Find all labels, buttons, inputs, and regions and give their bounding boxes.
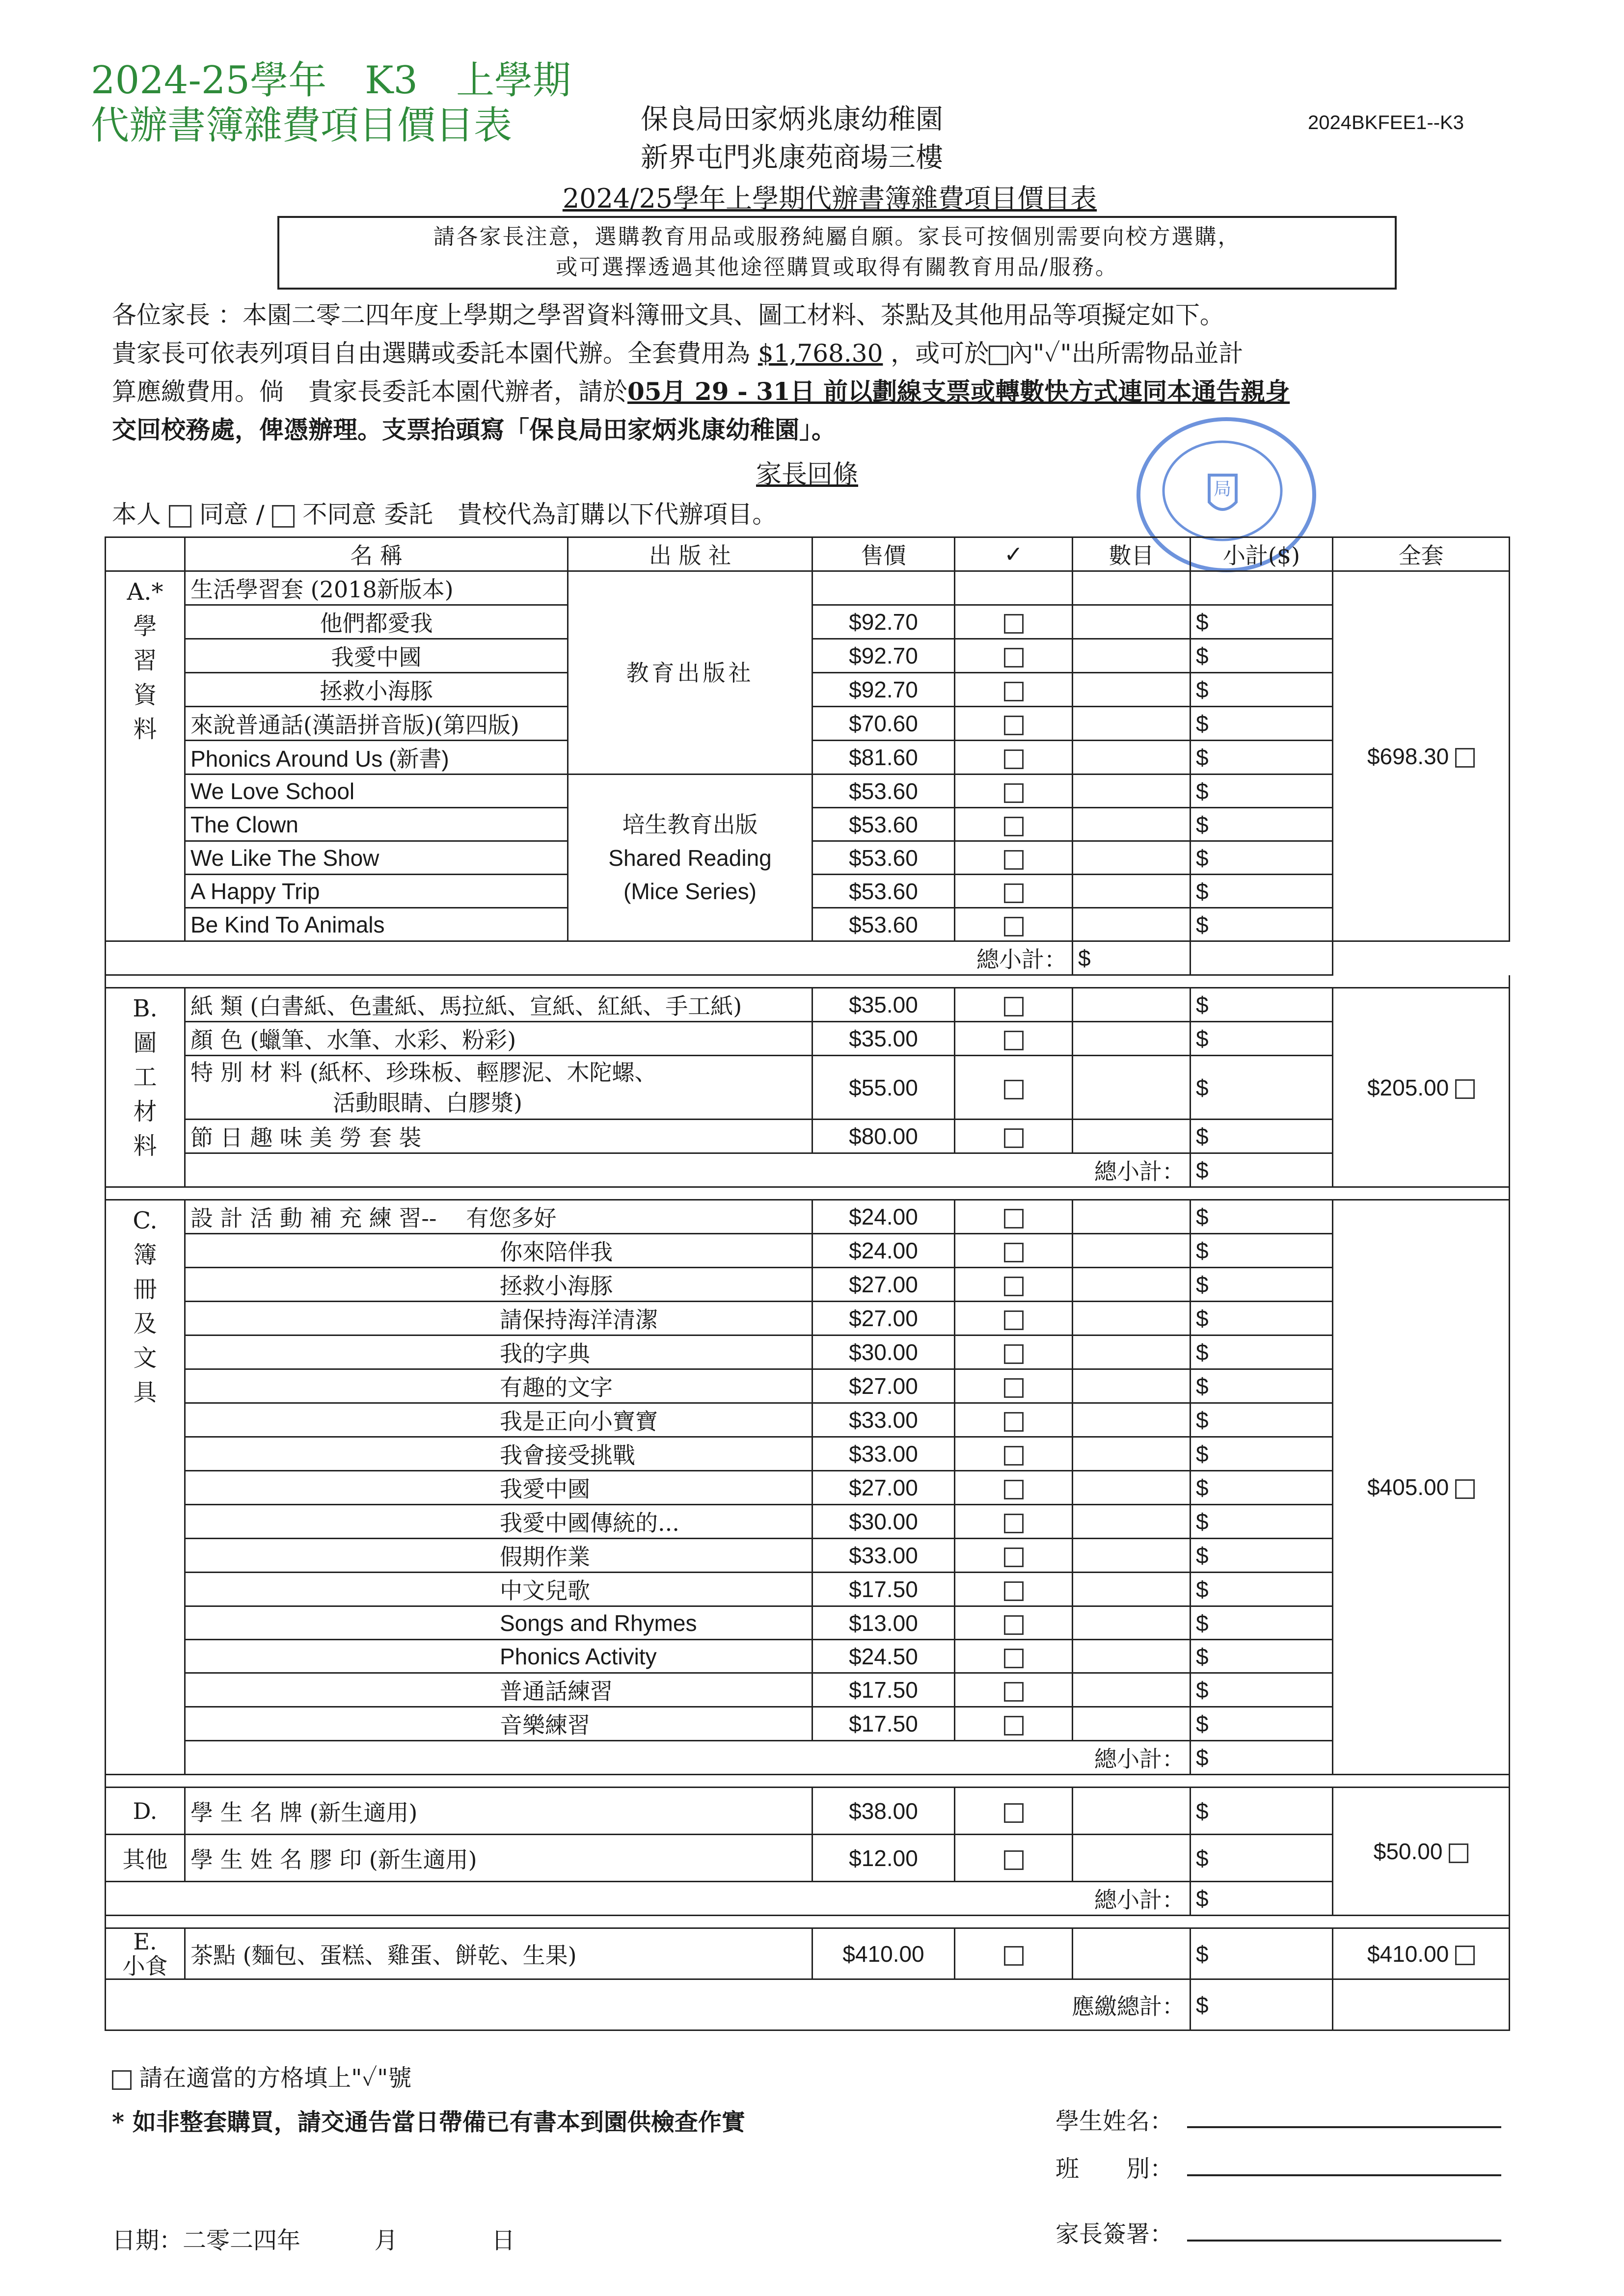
item-name: 學 生 名 牌 (新生適用) xyxy=(185,1788,812,1835)
subtotal-cell: $ xyxy=(1191,1471,1333,1505)
section-d-full-price: $50.00 xyxy=(1373,1839,1443,1864)
subtotal-cell: $ xyxy=(1191,605,1333,639)
subtotal-label: 總小計： xyxy=(106,1882,1191,1916)
subtotal-label: 總小計： xyxy=(185,1153,1191,1187)
item-checkbox[interactable] xyxy=(1004,1446,1024,1466)
item-name: 我愛中國 xyxy=(185,639,568,673)
section-d-subtotal: $ xyxy=(1191,1882,1333,1916)
item-price: $92.70 xyxy=(812,639,955,673)
intro-line2a: 貴家長可依表列項目自由選購或委託本園代辦。全套費用為 xyxy=(112,339,758,368)
table-row xyxy=(106,1471,1510,1505)
item-name: 紙 類 (白書紙、色畫紙、馬拉紙、宣紙、紅紙、手工紙) xyxy=(185,988,812,1022)
section-e-label-top: E. xyxy=(133,1928,157,1955)
subtotal-cell: $ xyxy=(1191,1788,1333,1835)
quantity-cell[interactable] xyxy=(1073,605,1191,639)
table-header-row xyxy=(106,537,1510,571)
item-price: $53.60 xyxy=(812,808,955,841)
item-checkbox[interactable] xyxy=(1004,1031,1024,1050)
section-d-full-set xyxy=(1333,1788,1510,1916)
page-title-line1: 2024-25學年 K3 上學期 xyxy=(91,58,571,103)
item-price: $35.00 xyxy=(812,1022,955,1056)
quantity-cell[interactable] xyxy=(1073,808,1191,841)
item-price: $27.00 xyxy=(812,1369,955,1403)
table-row xyxy=(106,1835,1510,1882)
section-e-full-price: $410.00 xyxy=(1367,1941,1449,1967)
subtotal-cell: $ xyxy=(1191,808,1333,841)
subtotal-cell: $ xyxy=(1191,1200,1333,1234)
item-price: $410.00 xyxy=(812,1928,955,1979)
quantity-cell[interactable] xyxy=(1073,1788,1191,1835)
quantity-cell[interactable] xyxy=(1073,707,1191,741)
item-name: 我愛中國 xyxy=(185,1471,812,1505)
intro-paragraph xyxy=(112,296,1526,449)
item-checkbox[interactable] xyxy=(1004,1682,1024,1702)
subtotal-cell: $ xyxy=(1191,1707,1333,1741)
item-price: $92.70 xyxy=(812,673,955,707)
quantity-cell[interactable] xyxy=(1073,1673,1191,1707)
item-checkbox[interactable] xyxy=(1004,817,1024,836)
item-name: 拯救小海豚 xyxy=(185,1268,812,1302)
parent-sign-label: 家長簽署： xyxy=(1056,2220,1174,2248)
table-row xyxy=(106,774,1510,808)
subtotal-cell: $ xyxy=(1191,841,1333,875)
section-a-full-set xyxy=(1333,571,1510,941)
school-address: 新界屯門兆康苑商場三樓 xyxy=(641,142,943,174)
subtotal-row xyxy=(106,1153,1510,1187)
item-price: $33.00 xyxy=(812,1437,955,1471)
section-b-full-checkbox[interactable] xyxy=(1455,1079,1475,1099)
publisher-1: 教育出版社 xyxy=(568,571,812,774)
quantity-cell[interactable] xyxy=(1073,774,1191,808)
subtotal-cell: $ xyxy=(1191,639,1333,673)
table-row xyxy=(106,1573,1510,1606)
section-a-label: A.* 學 習 資 料 xyxy=(106,571,185,941)
item-title: 有您多好 xyxy=(466,1205,557,1231)
quantity-cell[interactable] xyxy=(1073,1707,1191,1741)
subtotal-cell: $ xyxy=(1191,1539,1333,1573)
subtotal-row xyxy=(106,941,1510,975)
table-row xyxy=(106,1369,1510,1403)
quantity-cell[interactable] xyxy=(1073,875,1191,908)
quantity-cell[interactable] xyxy=(1073,1234,1191,1268)
table-row xyxy=(106,1022,1510,1056)
item-checkbox[interactable] xyxy=(1004,1080,1024,1099)
quantity-cell[interactable] xyxy=(1073,673,1191,707)
subtotal-row xyxy=(106,1741,1510,1775)
form-title: 2024/25學年上學期代辦書簿雜費項目價目表 xyxy=(562,183,1097,214)
item-checkbox[interactable] xyxy=(1004,850,1024,870)
table-row xyxy=(106,1403,1510,1437)
item-price: $53.60 xyxy=(812,875,955,908)
item-name: A Happy Trip xyxy=(185,875,568,908)
table-row xyxy=(106,1539,1510,1573)
disagree-checkbox[interactable] xyxy=(272,505,295,528)
section-c-subtotal: $ xyxy=(1191,1741,1333,1775)
item-price: $55.00 xyxy=(812,1056,955,1120)
section-a-group-title: 生活學習套 (2018新版本) xyxy=(185,571,568,605)
section-c-full-checkbox[interactable] xyxy=(1455,1479,1475,1499)
table-row xyxy=(106,571,1510,605)
item-price: $33.00 xyxy=(812,1403,955,1437)
table-row xyxy=(106,1200,1510,1234)
item-name xyxy=(185,1056,812,1120)
item-price: $33.00 xyxy=(812,1539,955,1573)
table-row xyxy=(106,1234,1510,1268)
header-price: 售價 xyxy=(812,537,955,571)
quantity-cell[interactable] xyxy=(1073,1573,1191,1606)
quantity-cell[interactable] xyxy=(1073,1835,1191,1882)
item-checkbox[interactable] xyxy=(1004,614,1024,634)
subtotal-cell: $ xyxy=(1191,1640,1333,1673)
subtotal-cell: $ xyxy=(1191,908,1333,941)
item-price: $24.00 xyxy=(812,1200,955,1234)
fee-table xyxy=(105,536,1510,2031)
table-row xyxy=(106,1437,1510,1471)
item-price: $30.00 xyxy=(812,1335,955,1369)
item-checkbox[interactable] xyxy=(1004,1344,1024,1364)
subtotal-cell: $ xyxy=(1191,1302,1333,1335)
agree-label: 同意 / xyxy=(199,500,265,529)
item-checkbox[interactable] xyxy=(1004,1548,1024,1567)
date-line xyxy=(112,2221,515,2255)
quantity-cell[interactable] xyxy=(1073,1539,1191,1573)
svg-text:局: 局 xyxy=(1213,479,1232,499)
table-row xyxy=(106,1302,1510,1335)
quantity-cell[interactable] xyxy=(1073,1268,1191,1302)
quantity-cell[interactable] xyxy=(1073,1369,1191,1403)
item-price: $35.00 xyxy=(812,988,955,1022)
item-checkbox[interactable] xyxy=(1004,997,1024,1016)
subtotal-cell: $ xyxy=(1191,1234,1333,1268)
item-price: $81.60 xyxy=(812,741,955,774)
deadline-text: 05月 29 - 31日 前以劃線支票或轉數快方式連同本通告親身 xyxy=(627,377,1290,406)
section-b-subtotal: $ xyxy=(1191,1153,1333,1187)
item-checkbox[interactable] xyxy=(1004,1277,1024,1296)
subtotal-cell: $ xyxy=(1191,1573,1333,1606)
item-checkbox[interactable] xyxy=(1004,1615,1024,1635)
school-name: 保良局田家炳兆康幼稚園 xyxy=(641,104,943,135)
quantity-cell[interactable] xyxy=(1073,639,1191,673)
notice-line1: 請各家長注意，選購教育用品或服務純屬自願。家長可按個別需要向校方選購， xyxy=(433,224,1241,249)
item-name: We Love School xyxy=(185,774,568,808)
item-name: 他們都愛我 xyxy=(185,605,568,639)
subtotal-cell: $ xyxy=(1191,1835,1333,1882)
quantity-cell[interactable] xyxy=(1073,1437,1191,1471)
item-price: $53.60 xyxy=(812,841,955,875)
quantity-cell[interactable] xyxy=(1073,1200,1191,1234)
consent-prefix: 本人 xyxy=(112,500,161,529)
grand-total-row xyxy=(106,1979,1510,2030)
table-row xyxy=(106,1056,1510,1120)
quantity-cell[interactable] xyxy=(1073,741,1191,774)
item-name: 節 日 趣 味 美 勞 套 裝 xyxy=(185,1120,812,1153)
item-name: Songs and Rhymes xyxy=(185,1606,812,1640)
item-price: $38.00 xyxy=(812,1788,955,1835)
table-row xyxy=(106,1335,1510,1369)
item-price: $53.60 xyxy=(812,908,955,941)
quantity-cell[interactable] xyxy=(1073,1403,1191,1437)
subtotal-cell: $ xyxy=(1191,1403,1333,1437)
item-name: We Like The Show xyxy=(185,841,568,875)
subtotal-row xyxy=(106,1882,1510,1916)
subtotal-cell: $ xyxy=(1191,1928,1333,1979)
parent-sign-field[interactable] xyxy=(1187,2240,1501,2242)
subtotal-cell: $ xyxy=(1191,1505,1333,1539)
subtotal-cell: $ xyxy=(1191,1369,1333,1403)
section-c-full-set xyxy=(1333,1200,1510,1775)
subtotal-cell: $ xyxy=(1191,1056,1333,1120)
item-prefix: 設 計 活 動 補 充 練 習-- xyxy=(190,1205,437,1231)
item-name: Be Kind To Animals xyxy=(185,908,568,941)
item-name: 有趣的文字 xyxy=(185,1369,812,1403)
item-checkbox[interactable] xyxy=(1004,1128,1024,1148)
section-e-label-bottom: 小食 xyxy=(122,1952,168,1979)
quantity-cell[interactable] xyxy=(1073,1056,1191,1120)
item-checkbox[interactable] xyxy=(1004,1209,1024,1228)
item-price: $27.00 xyxy=(812,1471,955,1505)
subtotal-cell: $ xyxy=(1191,1606,1333,1640)
item-name: 我是正向小寶寶 xyxy=(185,1403,812,1437)
student-name-label: 學生姓名： xyxy=(1056,2108,1174,2135)
item-name: 中文兒歌 xyxy=(185,1573,812,1606)
item-checkbox[interactable] xyxy=(1004,749,1024,769)
notice-line2: 或可選擇透過其他途徑購買或取得有關教育用品/服務。 xyxy=(556,255,1118,280)
item-checkbox[interactable] xyxy=(1004,648,1024,667)
item-price: $13.00 xyxy=(812,1606,955,1640)
quantity-cell[interactable] xyxy=(1073,1302,1191,1335)
item-checkbox[interactable] xyxy=(1004,1310,1024,1330)
item-checkbox[interactable] xyxy=(1004,682,1024,701)
item-name: 請保持海洋清潔 xyxy=(185,1302,812,1335)
item-checkbox[interactable] xyxy=(1004,716,1024,735)
subtotal-cell: $ xyxy=(1191,741,1333,774)
item-checkbox[interactable] xyxy=(1004,1243,1024,1262)
disagree-label: 不同意 xyxy=(302,500,377,529)
item-checkbox[interactable] xyxy=(1004,1581,1024,1601)
item-name: 學 生 姓 名 膠 印 (新生適用) xyxy=(185,1835,812,1882)
subtotal-cell: $ xyxy=(1191,1268,1333,1302)
quantity-cell[interactable] xyxy=(1073,1606,1191,1640)
item-name: 普通話練習 xyxy=(185,1673,812,1707)
item-price: $17.50 xyxy=(812,1707,955,1741)
subtotal-cell: $ xyxy=(1191,774,1333,808)
quantity-cell[interactable] xyxy=(1073,1471,1191,1505)
item-price: $24.00 xyxy=(812,1234,955,1268)
intro-line1: 各位家長 ：本園二零二四年度上學期之學習資料簿冊文具、圖工材料、茶點及其他用品等項擬定如下。 xyxy=(112,301,1224,329)
intro-line4: 交回校務處，俾憑辦理。支票抬頭寫「保良局田家炳兆康幼稚園」。 xyxy=(112,415,836,444)
subtotal-cell: $ xyxy=(1191,1120,1333,1153)
notice-box xyxy=(277,216,1397,290)
item-checkbox[interactable] xyxy=(1004,1412,1024,1432)
grand-total-label: 應繳總計： xyxy=(106,1979,1191,2030)
item-price: $12.00 xyxy=(812,1835,955,1882)
item-price: $53.60 xyxy=(812,774,955,808)
quantity-cell[interactable] xyxy=(1073,908,1191,941)
total-amount: $1,768.30 xyxy=(758,339,883,368)
item-price: $17.50 xyxy=(812,1673,955,1707)
item-name: 音樂練習 xyxy=(185,1707,812,1741)
item-price: $24.50 xyxy=(812,1640,955,1673)
section-a-full-price: $698.30 xyxy=(1367,743,1449,769)
section-b-full-set xyxy=(1333,988,1510,1187)
item-checkbox[interactable] xyxy=(1004,1850,1024,1870)
tick-note-text: 請在適當的方格填上"✓"號 xyxy=(139,2064,412,2092)
class-label: 班 別： xyxy=(1056,2155,1174,2183)
item-checkbox[interactable] xyxy=(1004,1480,1024,1499)
quantity-cell[interactable] xyxy=(1073,1505,1191,1539)
item-name: 來說普通話(漢語拼音版)(第四版) xyxy=(185,707,568,741)
item-checkbox[interactable] xyxy=(1004,1946,1024,1966)
header-subtotal: 小計($) xyxy=(1191,537,1333,571)
table-row xyxy=(106,1928,1510,1979)
student-name-field[interactable] xyxy=(1187,2126,1501,2128)
item-price: $30.00 xyxy=(812,1505,955,1539)
table-row xyxy=(106,1505,1510,1539)
quantity-cell[interactable] xyxy=(1073,1120,1191,1153)
quantity-cell[interactable] xyxy=(1073,1335,1191,1369)
section-d-label-top: D. xyxy=(106,1788,185,1835)
item-price: $80.00 xyxy=(812,1120,955,1153)
table-row xyxy=(106,1673,1510,1707)
table-row xyxy=(106,1788,1510,1835)
item-price: $70.60 xyxy=(812,707,955,741)
subtotal-cell: $ xyxy=(1191,1335,1333,1369)
month-label: 月 xyxy=(374,2227,398,2254)
table-row xyxy=(106,1640,1510,1673)
subtotal-cell: $ xyxy=(1191,673,1333,707)
item-checkbox[interactable] xyxy=(1004,1803,1024,1823)
item-name-line1: 特 別 材 料 (紙杯、珍珠板、輕膠泥、木陀螺、 xyxy=(190,1059,657,1086)
intro-line2b: ，或可於 xyxy=(883,339,989,368)
agree-checkbox[interactable] xyxy=(169,505,191,528)
item-checkbox[interactable] xyxy=(1004,1378,1024,1398)
table-row xyxy=(106,1707,1510,1741)
day-label: 日 xyxy=(491,2227,515,2254)
item-name: 假期作業 xyxy=(185,1539,812,1573)
subtotal-cell: $ xyxy=(1191,1437,1333,1471)
section-a-subtotal: $ xyxy=(1073,941,1191,975)
item-name-line2: 活動眼睛、白膠漿) xyxy=(333,1089,522,1116)
checkbox-icon xyxy=(112,2070,132,2090)
item-name: Phonics Activity xyxy=(185,1640,812,1673)
item-checkbox[interactable] xyxy=(1004,883,1024,903)
item-name: 我愛中國傳統的... xyxy=(185,1505,812,1539)
table-row xyxy=(106,988,1510,1022)
section-e-label xyxy=(106,1928,185,1979)
item-name: 茶點 (麵包、蛋糕、雞蛋、餅乾、生果) xyxy=(185,1928,812,1979)
quantity-cell[interactable] xyxy=(1073,988,1191,1022)
table-row xyxy=(106,1606,1510,1640)
date-label: 日期：二零二四年 xyxy=(112,2227,301,2254)
document-code: 2024BKFEE1--K3 xyxy=(1308,112,1464,133)
header-quantity: 數目 xyxy=(1073,537,1191,571)
item-name: 我的字典 xyxy=(185,1335,812,1369)
consent-suffix: 委託 貴校代為訂購以下代辦項目。 xyxy=(384,500,777,529)
publisher-2: 培生教育出版 Shared Reading (Mice Series) xyxy=(568,774,812,941)
intro-line2c: 內"✓"出所需物品並計 xyxy=(1008,339,1244,368)
header-tick: ✓ xyxy=(955,537,1073,571)
item-name: 你來陪伴我 xyxy=(185,1234,812,1268)
item-name: Phonics Around Us (新書) xyxy=(185,741,568,774)
page-title-line2: 代辦書簿雜費項目價目表 xyxy=(91,104,513,148)
subtotal-cell: $ xyxy=(1191,1673,1333,1707)
item-checkbox[interactable] xyxy=(1004,783,1024,803)
purchase-note: * 如非整套購買，請交通告當日帶備已有書本到園供檢查作實 xyxy=(112,2109,745,2136)
header-full-set: 全套 xyxy=(1333,537,1510,571)
subtotal-cell: $ xyxy=(1191,875,1333,908)
section-b-label: B. 圖 工 材 料 xyxy=(106,988,185,1187)
item-price: $27.00 xyxy=(812,1302,955,1335)
section-c-full-price: $405.00 xyxy=(1367,1474,1449,1500)
section-e-full-set xyxy=(1333,1928,1510,1979)
header-name: 名 稱 xyxy=(185,537,568,571)
inline-checkbox-icon xyxy=(989,346,1008,365)
item-price: $27.00 xyxy=(812,1268,955,1302)
subtotal-cell: $ xyxy=(1191,707,1333,741)
item-checkbox[interactable] xyxy=(1004,1716,1024,1735)
reply-slip-title: 家長回條 xyxy=(756,460,859,489)
item-name: 顏 色 (蠟筆、水筆、水彩、粉彩) xyxy=(185,1022,812,1056)
quantity-cell[interactable] xyxy=(1073,1640,1191,1673)
item-name: 我會接受挑戰 xyxy=(185,1437,812,1471)
item-name: 拯救小海豚 xyxy=(185,673,568,707)
header-publisher: 出 版 社 xyxy=(568,537,812,571)
section-a-full-checkbox[interactable] xyxy=(1455,748,1475,768)
quantity-cell[interactable] xyxy=(1073,1928,1191,1979)
table-row xyxy=(106,1120,1510,1153)
section-b-full-price: $205.00 xyxy=(1367,1074,1449,1100)
section-d-label-bottom: 其他 xyxy=(106,1835,185,1882)
consent-line xyxy=(112,495,777,530)
subtotal-cell: $ xyxy=(1191,988,1333,1022)
table-row xyxy=(106,1268,1510,1302)
item-checkbox[interactable] xyxy=(1004,1649,1024,1668)
item-name: The Clown xyxy=(185,808,568,841)
section-e-full-checkbox[interactable] xyxy=(1455,1946,1475,1965)
quantity-cell[interactable] xyxy=(1073,1022,1191,1056)
subtotal-label: 總小計： xyxy=(185,1741,1191,1775)
item-price: $92.70 xyxy=(812,605,955,639)
item-checkbox[interactable] xyxy=(1004,917,1024,936)
item-name xyxy=(185,1200,812,1234)
section-c-label: C. 簿 冊 及 文 具 xyxy=(106,1200,185,1775)
section-d-full-checkbox[interactable] xyxy=(1449,1843,1468,1863)
tick-note xyxy=(112,2059,411,2093)
class-field[interactable] xyxy=(1187,2174,1501,2176)
grand-total-value[interactable]: $ xyxy=(1191,1979,1333,2030)
subtotal-cell: $ xyxy=(1191,1022,1333,1056)
subtotal-label: 總小計： xyxy=(106,941,1073,975)
item-checkbox[interactable] xyxy=(1004,1514,1024,1533)
item-price: $17.50 xyxy=(812,1573,955,1606)
quantity-cell[interactable] xyxy=(1073,841,1191,875)
intro-line3a: 算應繳費用。倘 貴家長委託本園代辦者，請於 xyxy=(112,377,627,406)
